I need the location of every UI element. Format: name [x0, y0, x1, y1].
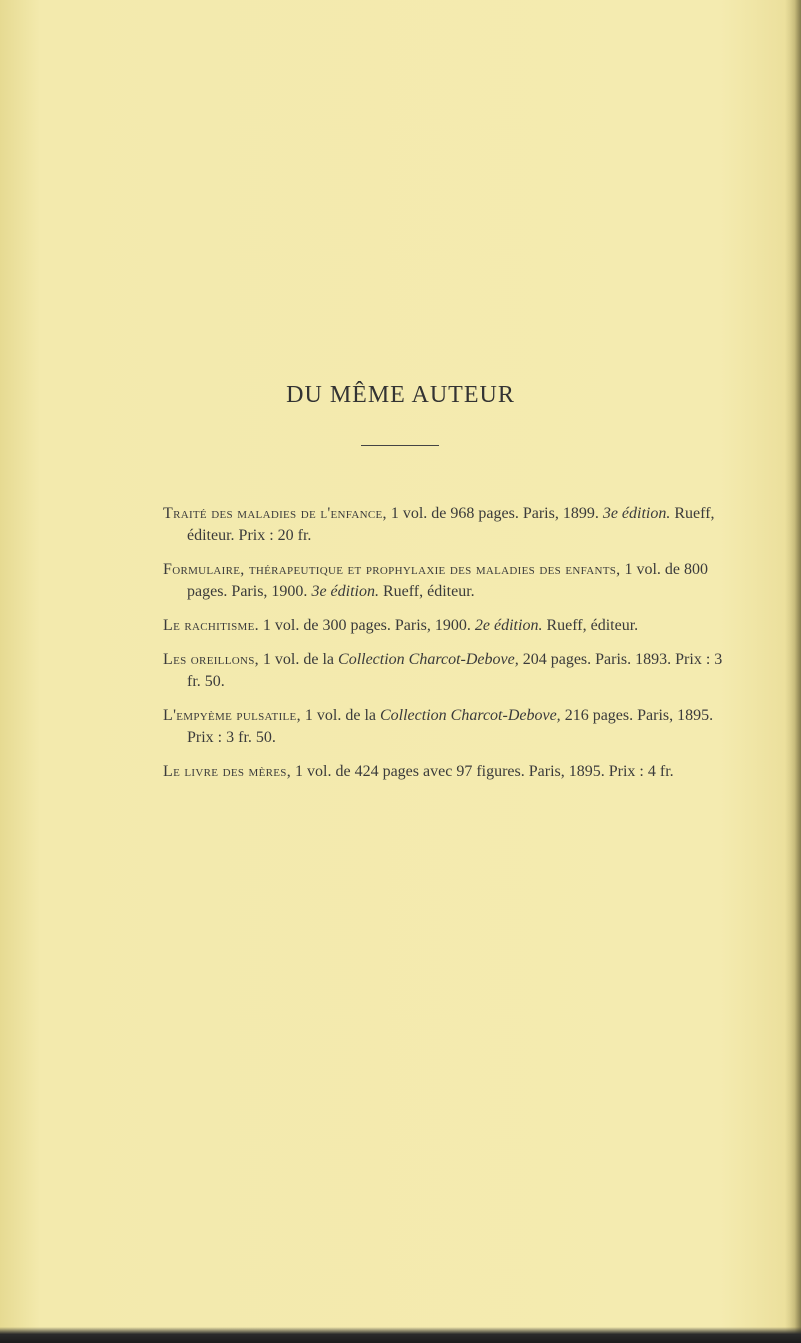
- entry-edition: 3e édition.: [602, 505, 671, 522]
- entry-publisher: Rueff, éditeur. Prix : 20 fr.: [187, 505, 715, 544]
- entry-title: Le livre des mères,: [163, 763, 292, 780]
- entry-publisher: 204 pages. Paris. 1893. Prix : 3 fr. 50.: [187, 651, 723, 690]
- page-bottom-edge: [0, 1327, 801, 1343]
- heading-rule: [361, 445, 439, 446]
- entry-title: Formulaire, thérapeutique et prophylaxie des maladies des enfants,: [163, 561, 621, 578]
- bibliography-list: [163, 503, 733, 795]
- entry-details: 1 vol. de 968 pages. Paris, 1899.: [386, 505, 603, 522]
- entry-title: Le rachitisme.: [163, 617, 259, 634]
- entry-title: Les oreillons,: [163, 651, 259, 668]
- page-edge-shadow: [785, 0, 801, 1343]
- entry-details: 1 vol. de 800 pages. Paris, 1900.: [187, 561, 708, 600]
- entry-details: 1 vol. de 424 pages avec 97 figures. Paris, 1895. Prix : 4 fr.: [291, 763, 674, 780]
- bibliography-entry: [163, 649, 733, 693]
- entry-details: 1 vol. de la: [258, 651, 339, 668]
- entry-edition: 3e édition.: [311, 583, 379, 600]
- entry-details: 1 vol. de 300 pages. Paris, 1900.: [258, 617, 475, 634]
- entry-publisher: Rueff, éditeur.: [378, 583, 475, 600]
- entry-publisher: Rueff, éditeur.: [542, 617, 639, 634]
- entry-title: L'empyème pulsatile,: [163, 707, 301, 724]
- bibliography-entry: [163, 705, 733, 749]
- entry-edition: 2e édition.: [474, 617, 543, 634]
- entry-title: Traité des maladies de l'enfance,: [163, 505, 387, 522]
- bibliography-entry: [163, 615, 733, 637]
- bibliography-entry: [163, 559, 733, 603]
- entry-publisher: 216 pages. Paris, 1895. Prix : 3 fr. 50.: [187, 707, 714, 746]
- bibliography-entry: [163, 761, 733, 783]
- page-heading: DU MÊME AUTEUR: [286, 382, 515, 408]
- entry-details: 1 vol. de la: [300, 707, 380, 724]
- entry-collection: Collection Charcot-Debove,: [338, 651, 519, 668]
- bibliography-entry: [163, 503, 733, 547]
- entry-collection: Collection Charcot-Debove,: [379, 707, 561, 724]
